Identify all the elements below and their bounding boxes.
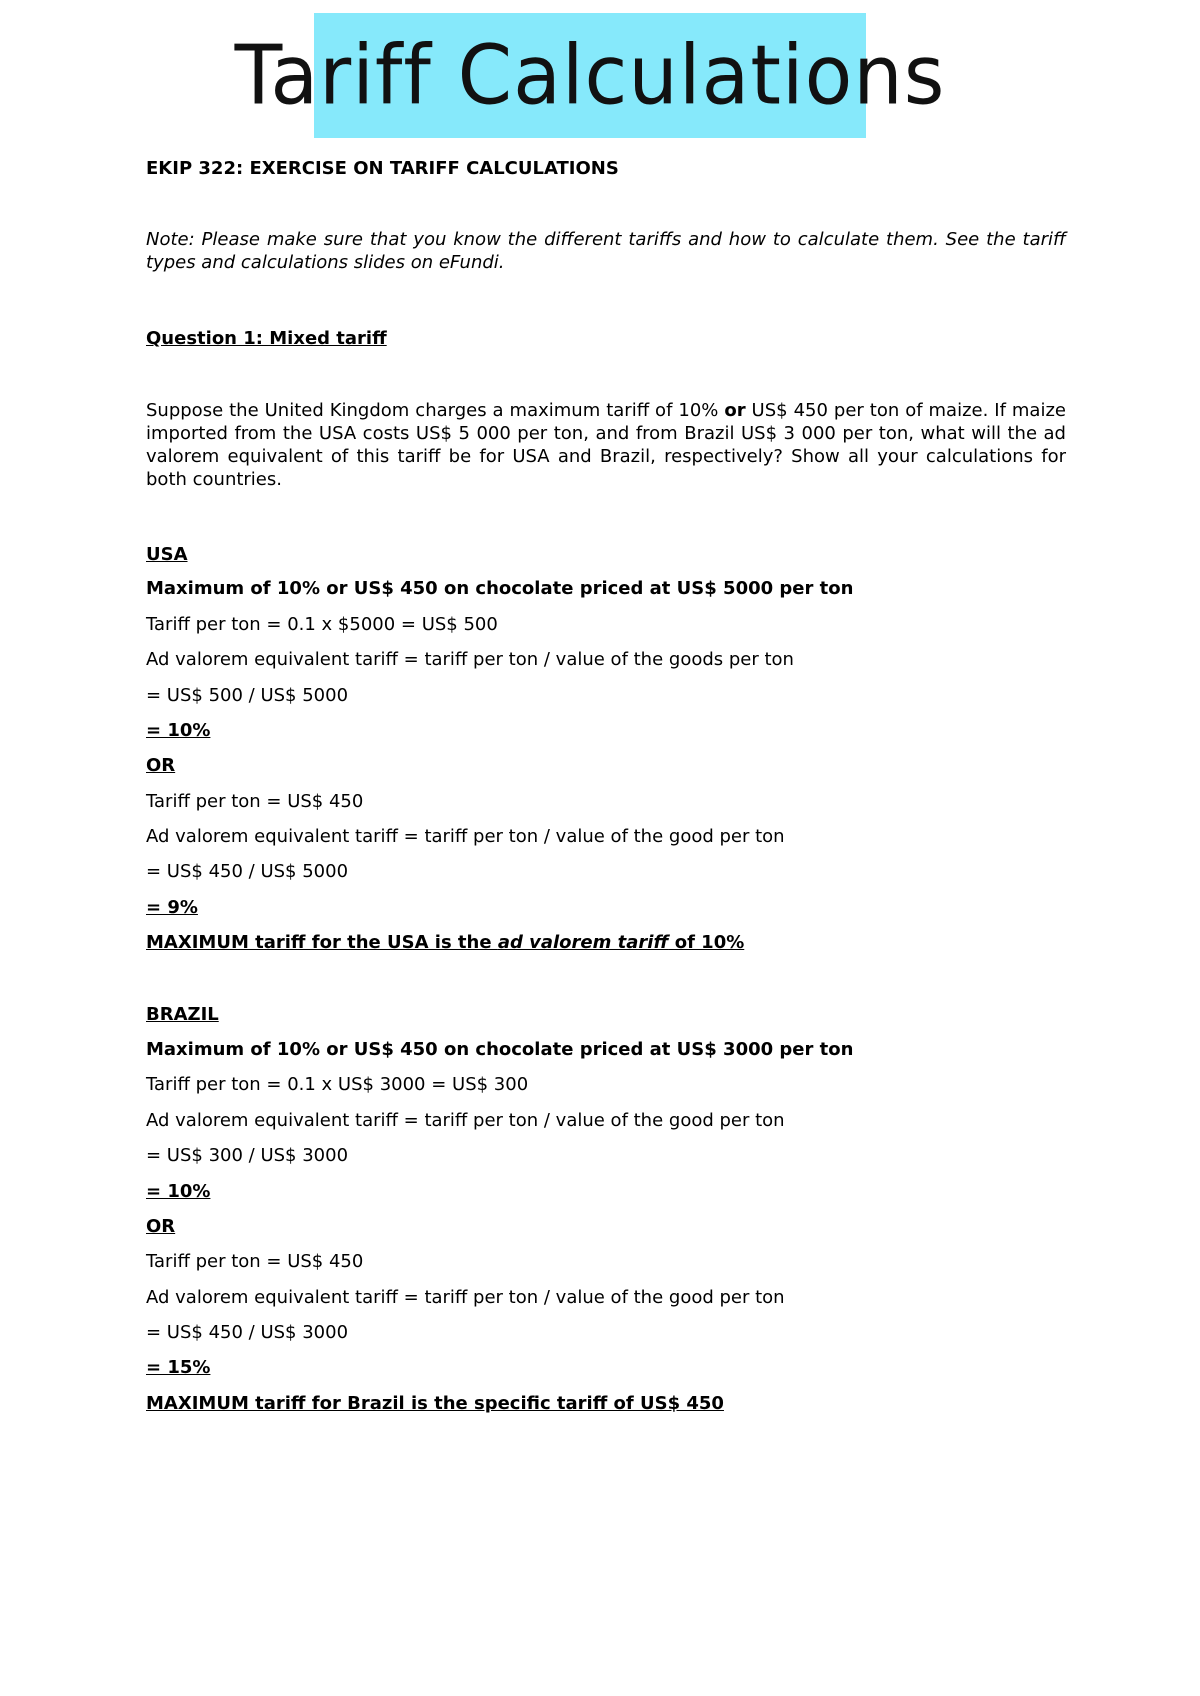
brazil-line-5: Ad valorem equivalent tariff = tariff per ton / value of the good per ton: [146, 1287, 785, 1308]
usa-line-4: Tariff per ton = US$ 450: [146, 791, 364, 812]
brazil-or: OR: [146, 1216, 176, 1237]
usa-result-2: = 9%: [146, 897, 198, 918]
question-paragraph: [146, 399, 1066, 491]
brazil-result-1: = 10%: [146, 1181, 211, 1202]
usa-conclusion-italic: ad valorem tariff: [497, 932, 669, 953]
usa-subtitle: Maximum of 10% or US$ 450 on chocolate priced at US$ 5000 per ton: [146, 578, 854, 599]
brazil-line-2: Ad valorem equivalent tariff = tariff per ton / value of the good per ton: [146, 1110, 785, 1131]
brazil-subtitle: Maximum of 10% or US$ 450 on chocolate priced at US$ 3000 per ton: [146, 1039, 854, 1060]
brazil-result-2: = 15%: [146, 1357, 211, 1378]
usa-result-1: = 10%: [146, 720, 211, 741]
note-paragraph: Note: Please make sure that you know the different tariffs and how to calculate them. See the tariff types and calculations slides on eFundi.: [146, 229, 1066, 273]
document-heading: EKIP 322: EXERCISE ON TARIFF CALCULATIONS: [146, 158, 619, 179]
usa-line-2: Ad valorem equivalent tariff = tariff per ton / value of the goods per ton: [146, 649, 794, 670]
banner-title: Tariff Calculations: [234, 28, 946, 123]
usa-title: USA: [146, 544, 188, 565]
brazil-line-6: = US$ 450 / US$ 3000: [146, 1322, 349, 1343]
usa-conclusion-part2: of 10%: [668, 932, 745, 953]
usa-conclusion: [146, 931, 1066, 954]
usa-conclusion-part1: MAXIMUM tariff for the USA is the: [146, 932, 498, 953]
question-text-part2: US$ 450 per ton of maize. If maize imported from the USA costs US$ 5 000 per ton, and from Brazil US$ 3 000 per ton, what will the ad valorem equivalent of this tariff be for USA and Brazil, respectively? Show all your calculations for both countries.: [146, 400, 1066, 490]
brazil-title: BRAZIL: [146, 1004, 219, 1025]
usa-line-6: = US$ 450 / US$ 5000: [146, 861, 349, 882]
usa-line-1: Tariff per ton = 0.1 x $5000 = US$ 500: [146, 614, 498, 635]
brazil-line-3: = US$ 300 / US$ 3000: [146, 1145, 349, 1166]
usa-line-5: Ad valorem equivalent tariff = tariff per ton / value of the good per ton: [146, 826, 785, 847]
brazil-line-4: Tariff per ton = US$ 450: [146, 1251, 364, 1272]
title-banner: [234, 13, 946, 138]
usa-line-3: = US$ 500 / US$ 5000: [146, 685, 349, 706]
brazil-line-1: Tariff per ton = 0.1 x US$ 3000 = US$ 300: [146, 1074, 529, 1095]
usa-or: OR: [146, 755, 176, 776]
question-text-or: or: [724, 400, 746, 421]
brazil-conclusion: MAXIMUM tariff for Brazil is the specific tariff of US$ 450: [146, 1393, 724, 1414]
question-text-part1: Suppose the United Kingdom charges a maximum tariff of 10%: [146, 400, 725, 421]
question-title: Question 1: Mixed tariff: [146, 328, 387, 349]
